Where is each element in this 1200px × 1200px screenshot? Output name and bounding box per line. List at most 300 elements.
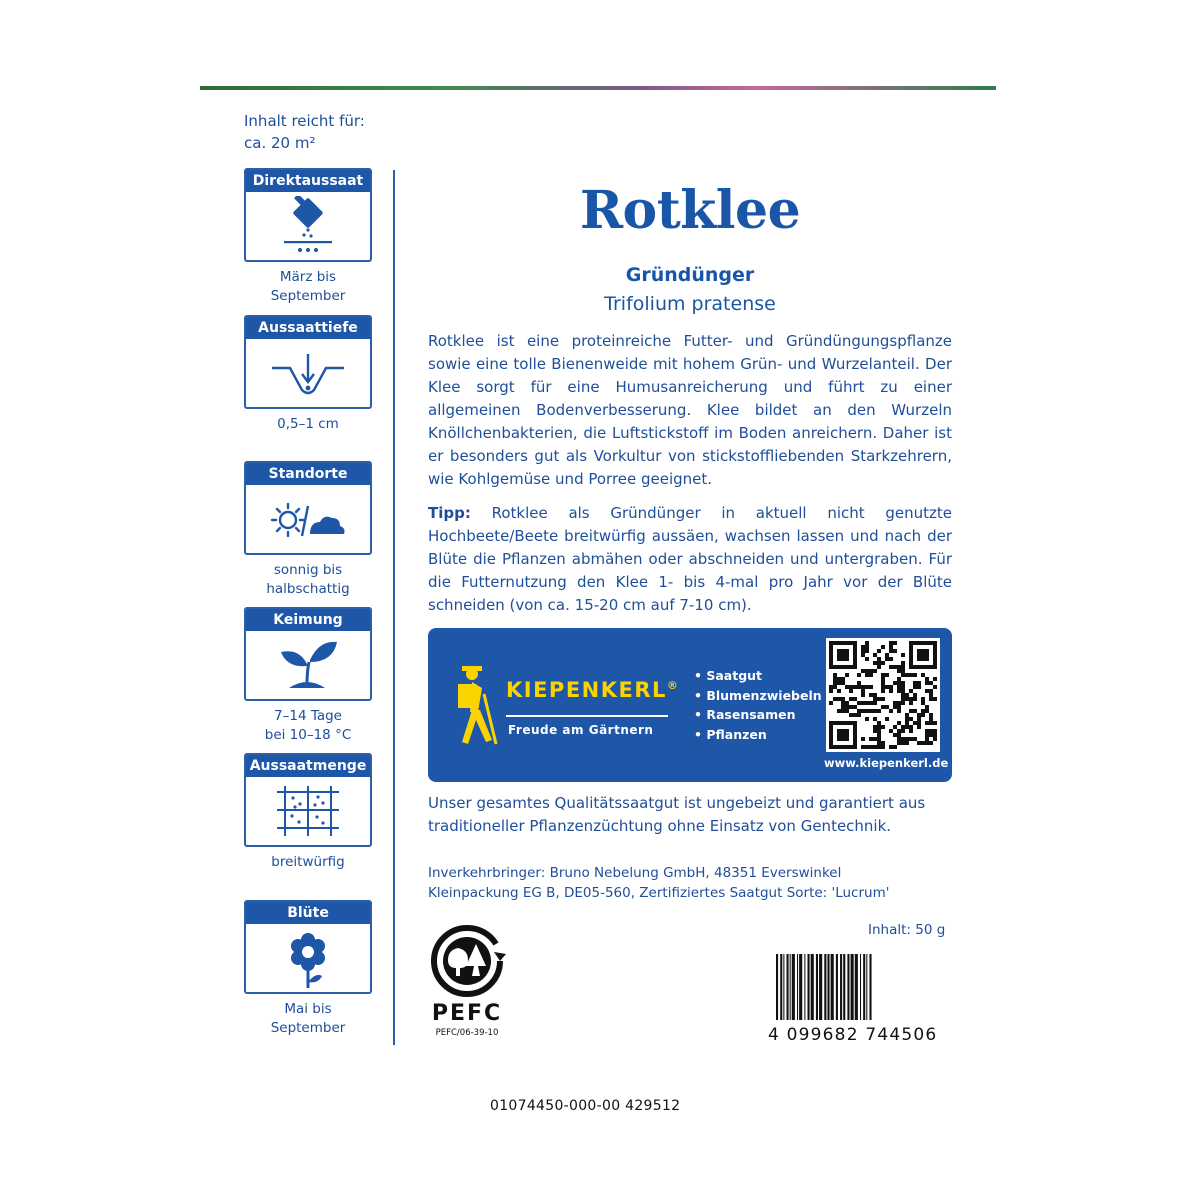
qr-module (881, 741, 885, 745)
qr-module (869, 669, 873, 673)
qr-module (929, 721, 933, 725)
qr-module (897, 709, 901, 713)
sun-cloud-icon (246, 485, 370, 555)
qr-module (833, 673, 837, 677)
qr-module (873, 717, 877, 721)
qr-module (933, 677, 937, 681)
qr-module (909, 717, 913, 721)
qr-module (861, 669, 865, 673)
qr-module (881, 725, 885, 729)
qr-module (933, 721, 937, 725)
qr-module (913, 693, 917, 697)
qr-module (901, 673, 905, 677)
qr-module (873, 745, 877, 749)
qr-module (881, 697, 885, 701)
qr-module (913, 681, 917, 685)
qr-code-icon (829, 641, 937, 749)
pefc-label: PEFC (431, 1001, 503, 1026)
barcode-bar (819, 954, 822, 1020)
qr-module (925, 705, 929, 709)
qr-module (893, 681, 897, 685)
qr-module (857, 681, 861, 685)
qr-module (865, 641, 869, 645)
qr-module (841, 705, 845, 709)
qr-module (857, 673, 861, 677)
barcode-bar (790, 954, 791, 1020)
qr-module (861, 693, 865, 697)
list-item: • Saatgut (694, 666, 822, 686)
barcode-bar (776, 954, 778, 1020)
barcode-bar (855, 954, 858, 1020)
info-card-title: Standorte (246, 463, 370, 485)
info-card-caption (244, 561, 372, 599)
qr-module (897, 721, 901, 725)
info-bluete (244, 900, 372, 1038)
qr-module (913, 697, 917, 701)
qr-module (841, 697, 845, 701)
info-keimung (244, 607, 372, 745)
qr-module (869, 709, 873, 713)
qr-module (897, 701, 901, 705)
info-card-title: Aussaatmenge (246, 755, 370, 777)
info-card-caption (244, 415, 372, 434)
pefc-tree-icon (426, 924, 508, 1040)
qr-module (925, 681, 929, 685)
qr-module (869, 701, 873, 705)
qr-module (913, 737, 917, 741)
qr-module (841, 701, 845, 705)
qr-module (861, 649, 865, 653)
qr-module (849, 689, 853, 693)
qr-module (925, 733, 929, 737)
qr-module (877, 733, 881, 737)
website-link[interactable]: www.kiepenkerl.de (824, 756, 949, 770)
tip-label: Tipp: (428, 504, 471, 522)
qr-module (837, 709, 841, 713)
qr-module (929, 729, 933, 733)
qr-module (893, 701, 897, 705)
qr-module (885, 705, 889, 709)
qr-module (869, 745, 873, 749)
qr-module (869, 685, 873, 689)
qr-module (933, 733, 937, 737)
caption-line: sonnig bis (273, 562, 343, 578)
qr-module (925, 677, 929, 681)
qr-module (929, 713, 933, 717)
qr-module (845, 673, 849, 677)
top-color-strip (200, 86, 996, 90)
qr-module (877, 709, 881, 713)
qr-module (929, 681, 933, 685)
barcode-bar (808, 954, 810, 1020)
qr-module (909, 737, 913, 741)
qr-module (909, 697, 913, 701)
qr-module (917, 713, 921, 717)
qr-module (853, 713, 857, 717)
qr-module (889, 649, 893, 653)
qr-module (877, 737, 881, 741)
qr-module (917, 681, 921, 685)
qr-module (913, 685, 917, 689)
qr-module (837, 689, 841, 693)
sowing-depth-icon (246, 339, 370, 409)
qr-module (897, 705, 901, 709)
qr-module (909, 729, 913, 733)
barcode-bar (869, 954, 871, 1020)
qr-module (917, 649, 929, 661)
info-card-title: Keimung (246, 609, 370, 631)
qr-module (833, 677, 837, 681)
qr-module (917, 725, 921, 729)
caption-line: September (270, 288, 346, 304)
qr-module (881, 661, 885, 665)
qr-module (829, 701, 833, 705)
qr-module (905, 717, 909, 721)
qr-module (877, 745, 881, 749)
qr-module (897, 665, 901, 669)
brand-banner (428, 628, 952, 782)
qr-module (905, 697, 909, 701)
qr-module (861, 737, 865, 741)
qr-module (873, 653, 877, 657)
qr-module (933, 737, 937, 741)
list-item: • Blumenzwiebeln (694, 686, 822, 706)
qr-module (881, 685, 885, 689)
qr-module (877, 725, 881, 729)
qr-module (865, 701, 869, 705)
qr-module (873, 701, 877, 705)
barcode-bar (851, 954, 854, 1020)
qr-module (893, 665, 897, 669)
qr-module (893, 641, 897, 645)
qr-module (889, 709, 893, 713)
qr-module (897, 689, 901, 693)
qr-module (881, 681, 885, 685)
distributor-info (428, 863, 889, 903)
qr-module (889, 657, 893, 661)
qr-module (857, 709, 861, 713)
qr-module (833, 685, 837, 689)
qr-module (853, 705, 857, 709)
brand-slogan: Freude am Gärtnern (508, 723, 654, 737)
qr-module (929, 697, 933, 701)
barcode-bar (787, 954, 789, 1020)
qr-module (901, 689, 905, 693)
qr-module (901, 725, 905, 729)
barcode-bar (797, 954, 798, 1020)
qr-module (873, 661, 877, 665)
tip-text: Rotklee als Gründünger in aktuell nicht genutzte Hochbeete/Beete breitwürfig aussäen, wachsen lassen und nach der Blüte die Pflanzen abmähen oder abschneiden und untergraben. Für die Futternutzung den Klee 1- bis 4-mal pro Jahr vor der Blüte schneiden (von ca. 15-20 cm auf 7-10 cm). (428, 504, 952, 614)
seed-packet-sowing-icon (246, 192, 370, 262)
qr-module (873, 693, 877, 697)
qr-module (857, 713, 861, 717)
qr-module (873, 737, 877, 741)
qr-module (861, 709, 865, 713)
qr-module (881, 745, 885, 749)
qr-module (889, 689, 893, 693)
certification-line: Kleinpackung EG B, DE05-560, Zertifiziertes Saatgut Sorte: 'Lucrum' (428, 885, 890, 901)
barcode-digits: 4 099682 744506 (768, 1025, 938, 1042)
info-card-title: Aussaattiefe (246, 317, 370, 339)
qr-module (865, 745, 869, 749)
product-latin-name: Trifolium pratense (604, 293, 776, 315)
qr-module (885, 657, 889, 661)
qr-module (925, 709, 929, 713)
qr-module (861, 701, 865, 705)
caption-line: 0,5–1 cm (277, 416, 339, 432)
caption-line: halbschattig (266, 581, 350, 597)
qr-module (881, 677, 885, 681)
qr-module (893, 705, 897, 709)
info-card (244, 315, 372, 409)
caption-line: breitwürfig (271, 854, 345, 870)
barcode-bar (827, 954, 829, 1020)
qr-module (901, 693, 905, 697)
qr-module (873, 709, 877, 713)
qr-module (901, 685, 905, 689)
pefc-code: PEFC/06-39-10 (435, 1028, 499, 1038)
qr-module (853, 685, 857, 689)
caption-line: März bis (279, 269, 337, 285)
qr-code[interactable] (826, 638, 940, 752)
barcode-bar (843, 954, 845, 1020)
qr-module (917, 741, 921, 745)
qr-module (877, 697, 881, 701)
qr-module (865, 669, 869, 673)
qr-module (849, 705, 853, 709)
qr-module (845, 709, 849, 713)
barcode-bar (811, 954, 814, 1020)
qr-module (861, 653, 865, 657)
qr-module (889, 729, 893, 733)
qr-module (877, 649, 881, 653)
qr-module (905, 741, 909, 745)
qr-module (881, 689, 885, 693)
qr-module (869, 673, 873, 677)
info-card-title: Blüte (246, 902, 370, 924)
qr-module (933, 729, 937, 733)
qr-module (873, 669, 877, 673)
coverage-label: Inhalt reicht für: (244, 112, 365, 130)
info-card (244, 753, 372, 847)
barcode-bar (840, 954, 842, 1020)
qr-module (893, 745, 897, 749)
qr-module (865, 657, 869, 661)
qr-module (921, 701, 925, 705)
caption-line: September (270, 1020, 346, 1036)
qr-module (881, 645, 885, 649)
brand-name (506, 678, 679, 702)
qr-module (841, 681, 845, 685)
qr-module (921, 709, 925, 713)
product-description: Rotklee ist eine proteinreiche Futter- und Gründüngungspflanze sowie eine tolle Bienenweide mit hohem Grün- und Wurzelanteil. Der Klee sorgt für eine Humusanreicherung und führt zu einer allgemeinen Bodenverbesserung. Klee bildet an den Wurzeln Knöllchenbakterien, die Luftstickstoff im Boden anreichern. Daher ist er besonders gut als Vorkultur von stickstoffliebenden Starkzehrern, wie Kohlgemüse und Porree geeignet. (428, 332, 952, 488)
qr-module (901, 665, 905, 669)
quality-statement: Unser gesamtes Qualitätssaatgut ist ungebeizt und garantiert aus traditioneller Pflanzenzüchtung ohne Einsatz von Gentechnik. (428, 794, 926, 835)
qr-module (837, 681, 841, 685)
qr-module (905, 725, 909, 729)
qr-module (873, 729, 877, 733)
product-subtitle: Gründünger (625, 264, 755, 286)
qr-module (865, 709, 869, 713)
qr-module (829, 689, 833, 693)
qr-module (909, 701, 913, 705)
info-card-caption (244, 268, 372, 306)
qr-module (933, 697, 937, 701)
qr-module (901, 701, 905, 705)
seedling-icon (246, 631, 370, 701)
qr-module (881, 705, 885, 709)
qr-module (881, 673, 885, 677)
qr-module (889, 685, 893, 689)
qr-module (849, 697, 853, 701)
qr-module (873, 725, 877, 729)
growing-tip (428, 502, 952, 617)
flower-icon (246, 924, 370, 994)
qr-module (893, 649, 897, 653)
barcode-bar (780, 954, 782, 1020)
qr-module (897, 685, 901, 689)
qr-module (921, 697, 925, 701)
barcode-bar (816, 954, 818, 1020)
qr-module (897, 741, 901, 745)
qr-module (925, 741, 929, 745)
qr-module (845, 685, 849, 689)
brand-name-text: KIEPENKERL (506, 678, 667, 702)
qr-module (921, 713, 925, 717)
qr-module (897, 737, 901, 741)
info-card-caption (244, 853, 372, 872)
info-card (244, 461, 372, 555)
brand-product-list (694, 666, 822, 744)
qr-module (865, 673, 869, 677)
qr-module (857, 701, 861, 705)
qr-module (925, 721, 929, 725)
column-divider (393, 170, 395, 1045)
qr-module (925, 737, 929, 741)
qr-module (877, 657, 881, 661)
barcode-bar (860, 954, 861, 1020)
qr-module (889, 745, 893, 749)
info-card-caption (244, 1000, 372, 1038)
qr-module (853, 697, 857, 701)
qr-module (917, 721, 921, 725)
qr-module (841, 709, 845, 713)
qr-module (897, 669, 901, 673)
barcode (766, 950, 950, 1042)
qr-module (889, 665, 893, 669)
qr-module (909, 673, 913, 677)
barcode-bar (847, 954, 849, 1020)
qr-module (849, 713, 853, 717)
qr-module (897, 733, 901, 737)
qr-module (913, 673, 917, 677)
qr-module (877, 729, 881, 733)
broadcast-grid-icon (246, 777, 370, 847)
qr-module (901, 741, 905, 745)
barcode-bar (866, 954, 867, 1020)
qr-module (865, 645, 869, 649)
qr-module (909, 725, 913, 729)
content-amount: Inhalt: 50 g (868, 922, 946, 938)
qr-module (857, 685, 861, 689)
product-title: Rotklee (579, 180, 801, 241)
qr-module (873, 697, 877, 701)
qr-module (869, 693, 873, 697)
qr-module (837, 677, 841, 681)
brand-registered-mark: ® (666, 679, 680, 692)
qr-module (921, 741, 925, 745)
qr-module (861, 689, 865, 693)
qr-module (837, 729, 849, 741)
barcode-bar (799, 954, 802, 1020)
info-card (244, 900, 372, 994)
qr-module (929, 693, 933, 697)
info-direktaussaat (244, 168, 372, 306)
qr-module (861, 685, 865, 689)
list-item: • Rasensamen (694, 705, 822, 725)
info-card-caption (244, 707, 372, 745)
qr-module (929, 733, 933, 737)
qr-module (885, 673, 889, 677)
qr-module (909, 689, 913, 693)
qr-module (897, 681, 901, 685)
qr-module (877, 665, 881, 669)
caption-line: bei 10–18 °C (264, 727, 352, 743)
qr-module (925, 689, 929, 693)
brand-divider (506, 715, 668, 717)
qr-module (861, 645, 865, 649)
qr-module (849, 685, 853, 689)
qr-module (901, 653, 905, 657)
qr-module (865, 649, 869, 653)
qr-module (929, 717, 933, 721)
qr-module (901, 697, 905, 701)
qr-module (901, 661, 905, 665)
qr-module (829, 685, 833, 689)
hiker-logo-icon (442, 664, 502, 746)
qr-module (865, 685, 869, 689)
info-card (244, 168, 372, 262)
qr-module (885, 717, 889, 721)
qr-module (845, 701, 849, 705)
article-number: 01074450-000-00 429512 (490, 1098, 681, 1114)
qr-module (909, 709, 913, 713)
qr-module (869, 737, 873, 741)
barcode-bars (766, 950, 950, 1042)
qr-module (877, 721, 881, 725)
qr-module (913, 721, 917, 725)
qr-module (905, 713, 909, 717)
qr-module (905, 693, 909, 697)
info-card (244, 607, 372, 701)
qr-module (893, 733, 897, 737)
qr-module (833, 681, 837, 685)
distributor-line: Inverkehrbringer: Bruno Nebelung GmbH, 48351 Everswinkel (428, 865, 842, 881)
caption-line: 7–14 Tage (274, 708, 342, 724)
pefc-logo (426, 924, 508, 1040)
qr-module (921, 673, 925, 677)
info-aussaattiefe (244, 315, 372, 434)
qr-module (913, 709, 917, 713)
qr-module (861, 745, 865, 749)
qr-module (901, 737, 905, 741)
qr-module (929, 689, 933, 693)
qr-module (833, 697, 837, 701)
qr-module (905, 673, 909, 677)
list-item: • Pflanzen (694, 725, 822, 745)
barcode-bar (863, 954, 865, 1020)
qr-module (905, 737, 909, 741)
